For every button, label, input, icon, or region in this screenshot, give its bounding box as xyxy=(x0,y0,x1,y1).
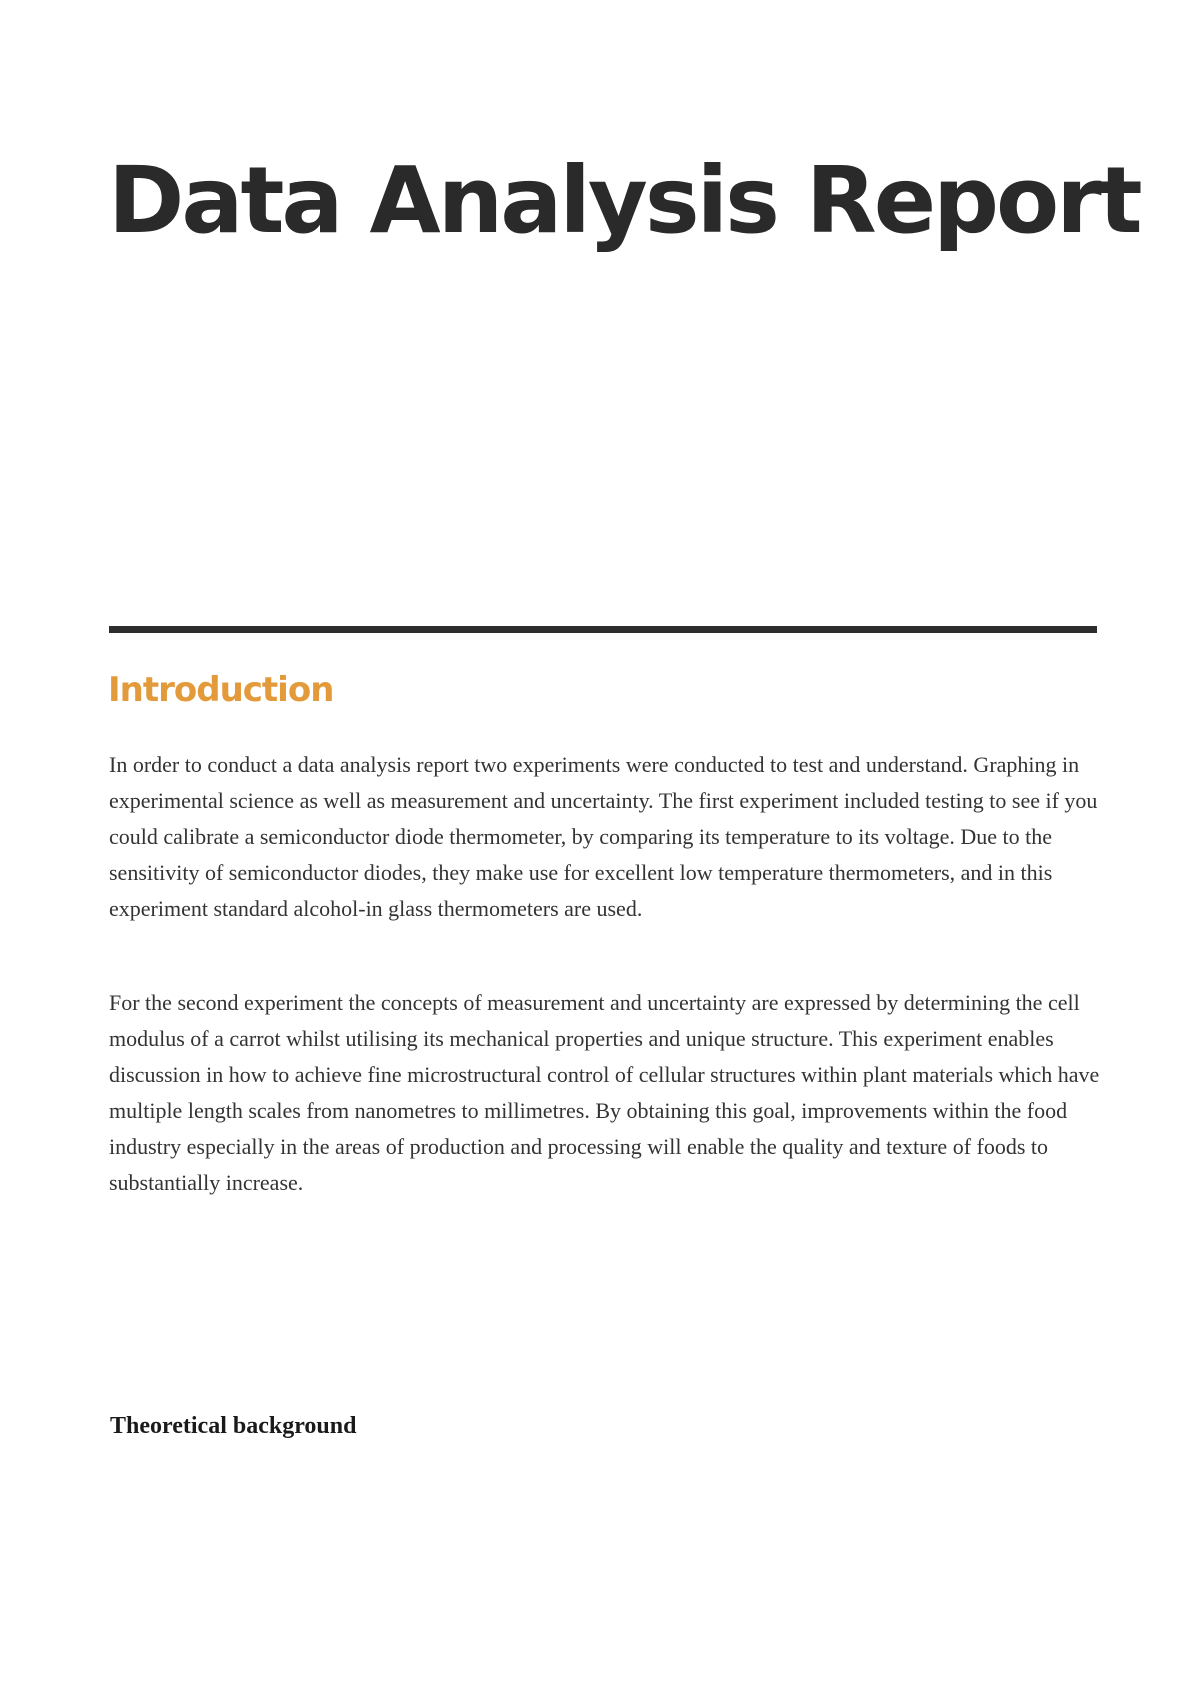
introduction-paragraph-1: In order to conduct a data analysis report two experiments were conducted to test and understand. Graphing in experimental science as well as measurement and uncertainty. The first experiment included testing to see if you could calibrate a semiconductor diode thermometer, by comparing its temperature to its voltage. Due to the sensitivity of semiconductor diodes, they make use for excellent low temperature thermometers, and in this experiment standard alcohol-in glass thermometers are used. xyxy=(109,752,1098,921)
section-heading-introduction: Introduction xyxy=(108,670,334,710)
document-title: Data Analysis Report xyxy=(108,147,1140,254)
title-divider xyxy=(109,626,1097,633)
section-heading-theoretical-background: Theoretical background xyxy=(110,1413,357,1439)
introduction-paragraph-2: For the second experiment the concepts of measurement and uncertainty are expressed by determining the cell modulus of a carrot whilst utilising its mechanical properties and unique structure. This experiment enables discussion in how to achieve fine microstructural control of cellular structures within plant materials which have multiple length scales from nanometres to millimetres. By obtaining this goal, improvements within the food industry especially in the areas of production and processing will enable the quality and texture of foods to substantially increase. xyxy=(109,990,1100,1195)
